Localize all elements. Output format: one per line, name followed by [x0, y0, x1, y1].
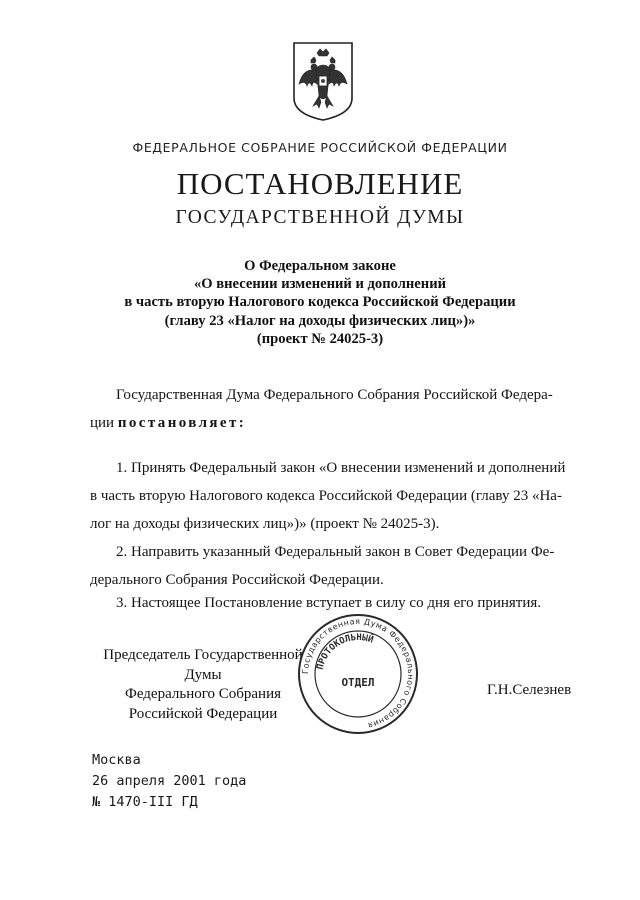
resolves-word: постановляет:	[117, 415, 247, 431]
preamble-line-start: ции	[90, 415, 115, 431]
item-line: в часть вторую Налогового кодекса Российской Федерации (главу 23 «На-	[90, 488, 562, 504]
stamp-center-text: ОТДЕЛ	[341, 676, 375, 689]
stamp-mid-text: ПРОТОКОЛЬНЫЙ	[315, 632, 375, 671]
chairman-title	[88, 646, 318, 724]
preamble-line	[90, 409, 572, 437]
preamble-line: Государственная Дума Федерального Собрания Российской Федера-	[116, 387, 553, 403]
official-stamp	[296, 612, 420, 736]
item-1-paragraph	[90, 454, 572, 538]
title-line: (проект № 24025-3)	[256, 330, 384, 347]
document-type-heading: ПОСТАНОВЛЕНИЕ	[176, 166, 464, 201]
chairman-title-line: Федерального Собрания	[124, 686, 282, 702]
footer-date: 26 апреля 2001 года	[92, 773, 247, 789]
footer-number: № 1470-III ГД	[92, 794, 198, 810]
resolution-title	[0, 257, 640, 348]
preamble-paragraph	[90, 381, 572, 437]
stamp-outer-text: Государственная Дума Федерального Собрания	[300, 616, 416, 731]
title-line: «О внесении изменений и дополнений	[193, 276, 447, 293]
item-line: дерального Собрания Российской Федерации.	[90, 572, 384, 588]
document-footer	[92, 750, 246, 813]
title-line: в часть вторую Налогового кодекса Российской Федерации	[124, 294, 516, 311]
document-subtype-heading: ГОСУДАРСТВЕННОЙ ДУМЫ	[175, 207, 465, 228]
item-2-paragraph	[90, 538, 572, 594]
chairman-title-line: Председатель Государственной Думы	[103, 647, 303, 683]
item-line: лог на доходы физических лиц»)» (проект № 24025-3).	[90, 516, 440, 532]
coat-of-arms-emblem-icon	[291, 40, 355, 122]
title-line: О Федеральном законе	[244, 258, 396, 274]
item-line: 1. Принять Федеральный закон «О внесении изменений и дополнений	[116, 460, 566, 476]
footer-city: Москва	[92, 752, 141, 768]
assembly-name: ФЕДЕРАЛЬНОЕ СОБРАНИЕ РОССИЙСКОЙ ФЕДЕРАЦИИ	[132, 140, 508, 155]
chairman-name: Г.Н.Селезнев	[487, 682, 572, 698]
item-line: 2. Направить указанный Федеральный закон в Совет Федерации Фе-	[116, 544, 555, 560]
chairman-title-line: Российской Федерации	[128, 705, 278, 722]
item-line: 3. Настоящее Постановление вступает в силу со дня его принятия.	[116, 595, 542, 611]
title-line: (главу 23 «Налог на доходы физических лиц»)»	[164, 312, 476, 329]
